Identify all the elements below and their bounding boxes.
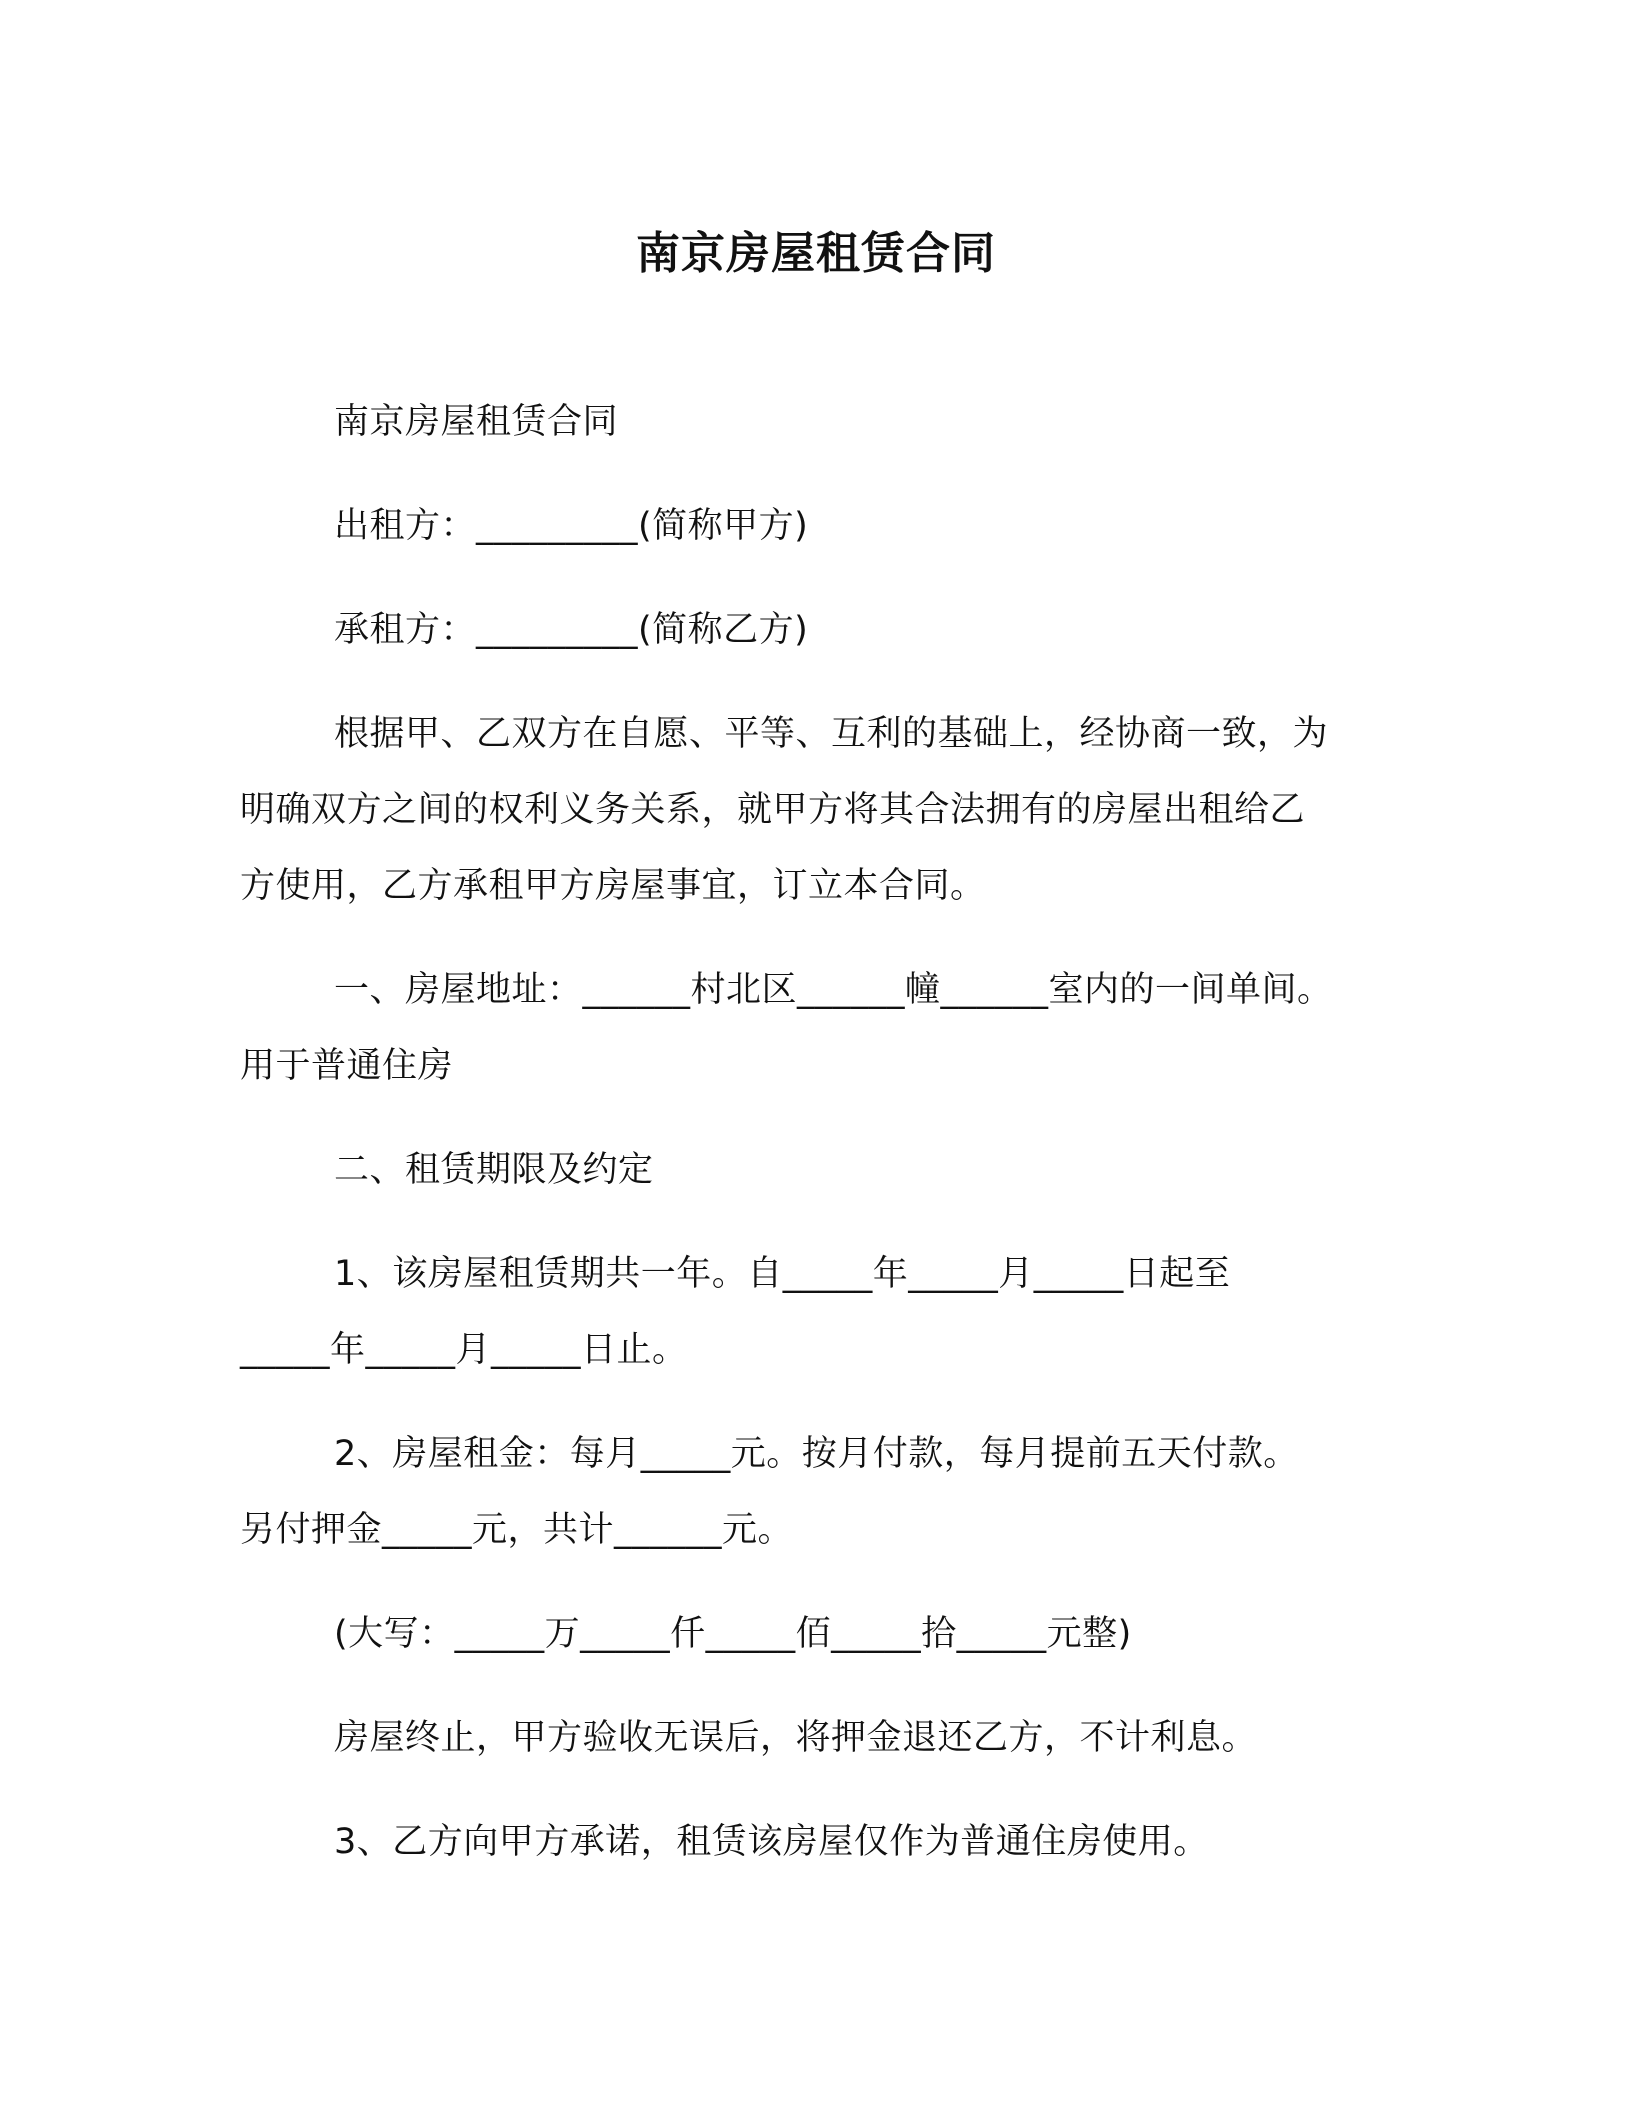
clause-1-line-1: 1、该房屋租赁期共一年。自_____年_____月_____日起至 [334, 1254, 1231, 1294]
section-1-line-1: 一、房屋地址：______村北区______幢______室内的一间单间。 [334, 970, 1333, 1010]
preamble-line-3: 方使用，乙方承租甲方房屋事宜，订立本合同。 [240, 866, 986, 906]
preamble-line-1: 根据甲、乙双方在自愿、平等、互利的基础上，经协商一致，为 [334, 714, 1329, 754]
document-subtitle: 南京房屋租赁合同 [334, 402, 619, 442]
document-title: 南京房屋租赁合同 [636, 228, 996, 279]
clause-2-line-1: 2、房屋租金：每月_____元。按月付款，每月提前五天付款。 [334, 1434, 1299, 1474]
deposit-return-line: 房屋终止，甲方验收无误后，将押金退还乙方，不计利息。 [334, 1718, 1258, 1758]
preamble-line-2: 明确双方之间的权利义务关系，就甲方将其合法拥有的房屋出租给乙 [240, 790, 1306, 830]
amount-in-words: (大写：_____万_____仟_____佰_____拾_____元整) [334, 1614, 1132, 1654]
clause-3-line: 3、乙方向甲方承诺，租赁该房屋仅作为普通住房使用。 [334, 1822, 1209, 1862]
clause-2-line-2: 另付押金_____元，共计______元。 [240, 1510, 794, 1550]
lessor-line: 出租方：_________(简称甲方) [334, 506, 809, 546]
section-1-line-2: 用于普通住房 [240, 1046, 454, 1086]
lessee-line: 承租方：_________(简称乙方) [334, 610, 809, 650]
clause-1-line-2: _____年_____月_____日止。 [240, 1330, 688, 1370]
section-2-heading: 二、租赁期限及约定 [334, 1150, 654, 1190]
